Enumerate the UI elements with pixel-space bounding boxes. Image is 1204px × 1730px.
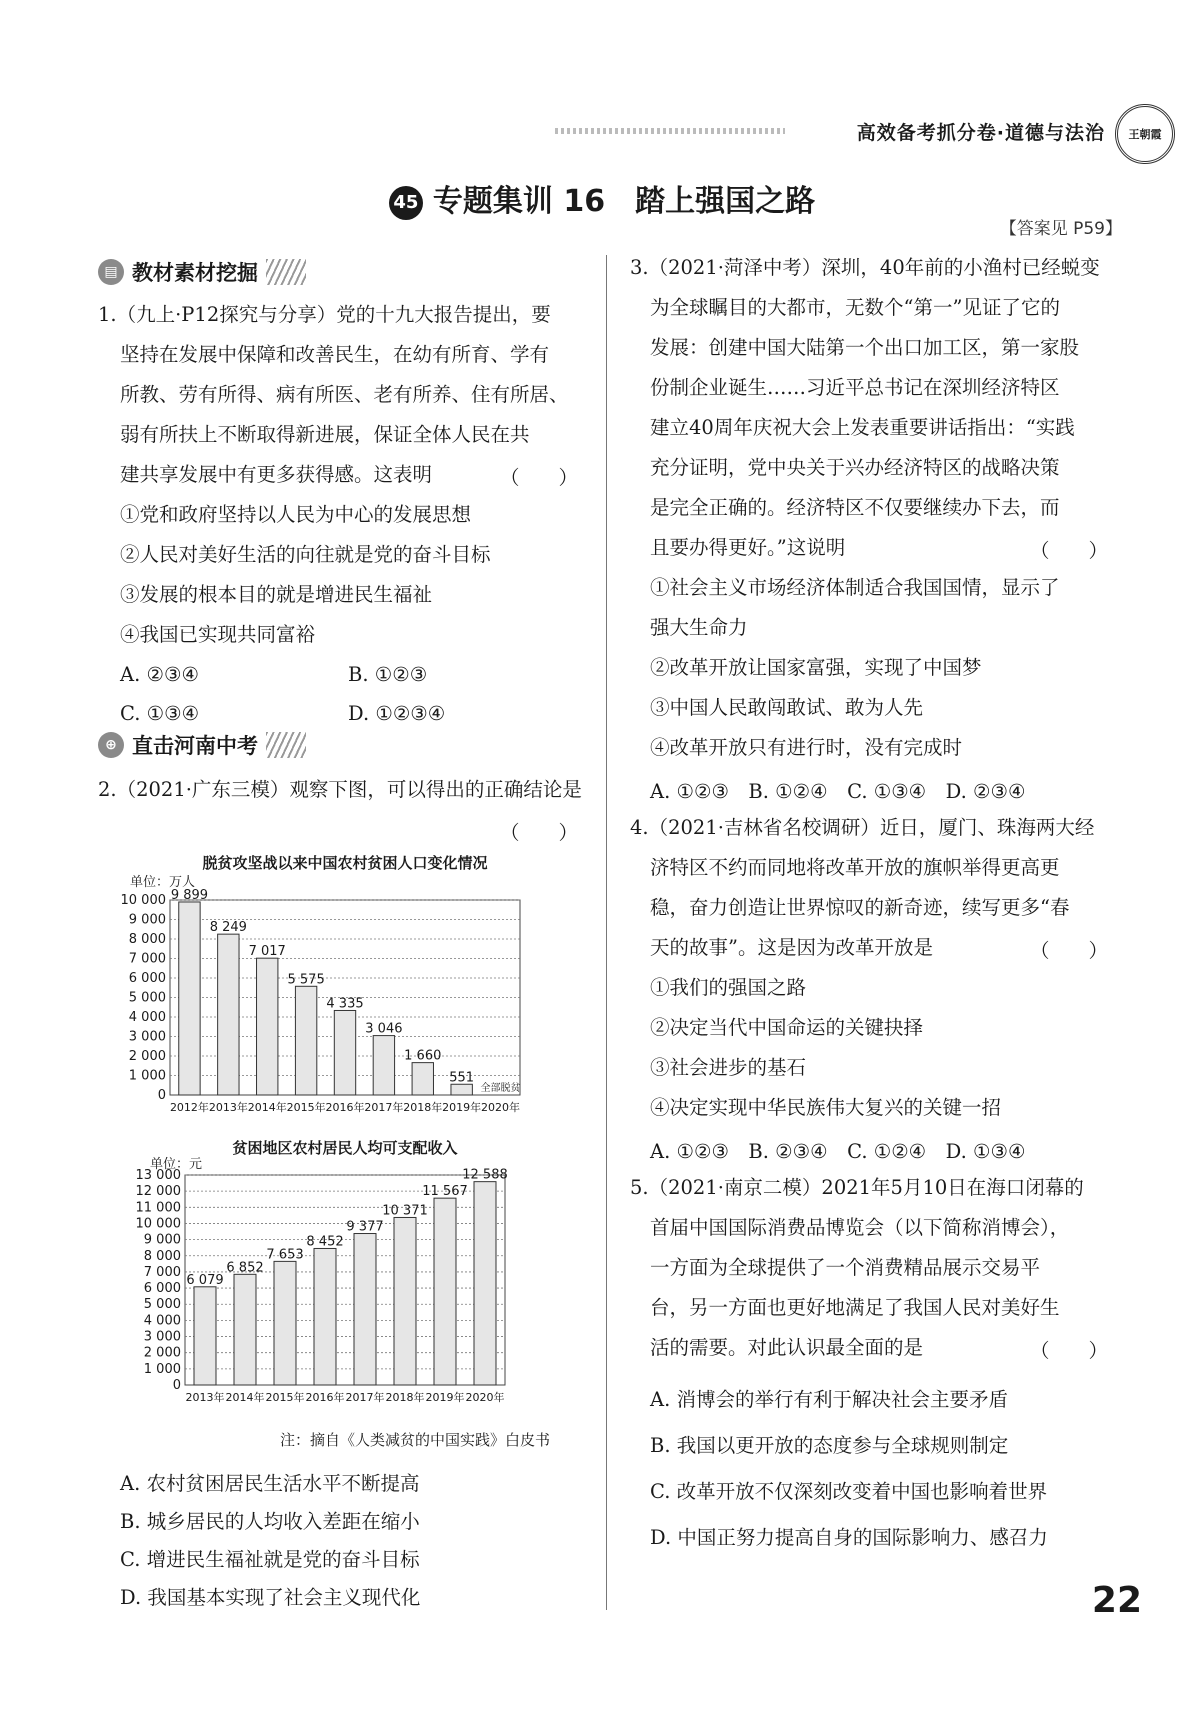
q4-line: 天的故事”。这是因为改革开放是 [650, 936, 933, 959]
data-label: 6 079 [186, 1272, 224, 1288]
running-header [555, 112, 1175, 150]
answer-blank[interactable]: （ ） [500, 821, 579, 844]
data-label: 6 852 [226, 1260, 264, 1276]
answer-blank[interactable]: （ ） [1030, 539, 1109, 562]
bar [179, 902, 200, 1095]
y-tick-label: 7 000 [128, 951, 166, 967]
y-axis-unit: 单位：万人 [130, 875, 196, 890]
q1-line: 所教、劳有所得、病有所医、老有所养、住有所居、 [120, 383, 569, 406]
y-tick-label: 8 000 [128, 932, 166, 947]
option-b[interactable]: B. 城乡居民的人均收入差距在缩小 [120, 1510, 420, 1533]
bar [451, 1084, 472, 1095]
data-label: 7 653 [266, 1247, 304, 1263]
y-tick-label: 1 000 [128, 1068, 166, 1084]
q3-line: 充分证明，党中央关于兴办经济特区的战略决策 [650, 456, 1060, 479]
q3-options[interactable]: A. ①②③ B. ①②④ C. ①③④ D. ②③④ [650, 780, 1026, 803]
q3-line: 建立40周年庆祝大会上发表重要讲话指出：“实践 [650, 416, 1075, 439]
bar [234, 1274, 256, 1385]
q1-line: 1.（九上·P12探究与分享）党的十九大报告提出，要 [98, 303, 551, 326]
title-text: 专题集训 16 踏上强国之路 [432, 184, 816, 219]
poverty-population-chart [100, 850, 590, 1128]
hatch-decoration [266, 259, 306, 285]
q3-line: 发展：创建中国大陆第一个出口加工区，第一家股 [650, 336, 1080, 359]
y-tick-label: 3 000 [128, 1029, 166, 1045]
data-label: 8 452 [306, 1234, 344, 1250]
x-tick-label: 2016年 [305, 1391, 345, 1404]
bar [434, 1198, 456, 1385]
data-label: 10 371 [382, 1203, 428, 1219]
header-series-title: 高效备考抓分卷·道德与法治 [856, 121, 1105, 144]
q4-line: 稳，奋力创造让世界惊叹的新奇迹，续写更多“春 [650, 896, 1070, 919]
bar [474, 1182, 496, 1385]
x-tick-label: 2020年 [481, 1101, 521, 1114]
q3-line: 是完全正确的。经济特区不仅要继续办下去，而 [650, 496, 1060, 519]
x-tick-label: 2017年 [364, 1101, 404, 1114]
bar [334, 1010, 355, 1095]
option-b[interactable]: B. ①②③ [348, 663, 428, 686]
column-divider [606, 255, 607, 1610]
bar [373, 1036, 394, 1095]
q4-item: ③社会进步的基石 [650, 1056, 807, 1079]
data-label: 9 899 [170, 887, 209, 903]
q1-line: 坚持在发展中保障和改善民生，在幼有所育、学有 [120, 343, 550, 366]
plot-frame [185, 1175, 505, 1385]
x-tick-label: 2018年 [403, 1101, 443, 1114]
data-label: 1 660 [404, 1048, 442, 1064]
q5-line: 活的需要。对此认识最全面的是 [650, 1336, 924, 1359]
q1-line: 弱有所扶上不断取得新进展，保证全体人民在共 [120, 423, 530, 446]
q3-line: 且要办得更好。”这说明 [650, 536, 846, 559]
data-label: 8 249 [209, 920, 247, 936]
q5-line: 台，另一方面也更好地满足了我国人民对美好生 [650, 1296, 1060, 1319]
y-axis-unit: 单位：元 [150, 1157, 203, 1172]
y-tick-label: 1 000 [143, 1361, 181, 1377]
y-tick-label: 6 000 [143, 1281, 181, 1297]
title-number-badge: 45 [389, 186, 423, 220]
book-icon: ▤ [98, 259, 124, 285]
y-tick-label: 7 000 [143, 1264, 181, 1280]
data-label: 551 [449, 1070, 475, 1086]
section-heading-label: 直击河南中考 [132, 734, 258, 758]
option-c[interactable]: C. ①③④ [120, 702, 200, 725]
data-label: 全部脱贫 [480, 1083, 521, 1094]
y-tick-label: 0 [172, 1378, 181, 1393]
q1-item: ③发展的根本目的就是增进民生福祉 [120, 583, 433, 606]
data-label: 5 575 [287, 972, 325, 988]
q3-item: ②改革开放让国家富强，实现了中国梦 [650, 656, 982, 679]
q4-item: ④决定实现中华民族伟大复兴的关键一招 [650, 1096, 1002, 1119]
answer-blank[interactable]: （ ） [500, 466, 579, 489]
y-tick-label: 3 000 [143, 1329, 181, 1345]
data-label: 4 335 [326, 996, 364, 1012]
q2-stem: 2.（2021·广东三模）观察下图，可以得出的正确结论是 [98, 778, 582, 801]
x-tick-label: 2014年 [247, 1101, 287, 1114]
x-tick-label: 2019年 [425, 1391, 465, 1404]
bar [412, 1063, 433, 1095]
q1-item: ④我国已实现共同富裕 [120, 623, 316, 646]
option-d[interactable]: D. 我国基本实现了社会主义现代化 [120, 1586, 421, 1609]
y-tick-label: 2 000 [128, 1049, 166, 1064]
q1-line: 建共享发展中有更多获得感。这表明 [120, 463, 433, 486]
header-stripes [555, 128, 785, 134]
q3-item: ①社会主义市场经济体制适合我国国情，显示了 [650, 576, 1060, 599]
y-tick-label: 6 000 [128, 971, 166, 986]
y-tick-label: 10 000 [135, 1216, 181, 1232]
bar [354, 1234, 376, 1385]
y-tick-label: 12 000 [135, 1184, 181, 1200]
q5-line: 一方面为全球提供了一个消费精品展示交易平 [650, 1256, 1041, 1279]
chart-title: 贫困地区农村居民人均可支配收入 [232, 1139, 458, 1157]
q5-line: 首届中国国际消费品博览会（以下简称消博会）， [650, 1216, 1070, 1239]
q3-line: 份制企业诞生……习近平总书记在深圳经济特区 [650, 376, 1060, 399]
x-tick-label: 2014年 [225, 1391, 265, 1404]
option-a[interactable]: A. ②③④ [120, 663, 199, 686]
y-tick-label: 4 000 [128, 1010, 166, 1025]
x-tick-label: 2017年 [345, 1391, 385, 1404]
income-chart [100, 1135, 590, 1415]
y-tick-label: 2 000 [143, 1345, 181, 1361]
x-tick-label: 2020年 [465, 1391, 505, 1404]
bar [218, 934, 239, 1095]
x-tick-label: 2018年 [385, 1391, 425, 1404]
q1-item: ①党和政府坚持以人民为中心的发展思想 [120, 503, 472, 526]
q3-item: ③中国人民敢闯敢试、敢为人先 [650, 696, 924, 719]
q4-item: ①我们的强国之路 [650, 976, 807, 999]
answer-blank[interactable]: （ ） [1030, 939, 1109, 962]
bar [194, 1287, 216, 1385]
q4-line: 济特区不约而同地将改革开放的旗帜举得更高更 [650, 856, 1060, 879]
data-label: 11 567 [422, 1184, 468, 1200]
y-tick-label: 8 000 [143, 1248, 181, 1264]
y-tick-label: 9 000 [128, 912, 166, 928]
data-label: 9 377 [346, 1219, 384, 1235]
y-tick-label: 4 000 [143, 1313, 181, 1329]
x-tick-label: 2015年 [265, 1391, 305, 1404]
data-label: 7 017 [248, 944, 286, 960]
section-heading-1 [98, 255, 306, 289]
q4-item: ②决定当代中国命运的关键抉择 [650, 1016, 924, 1039]
answer-blank[interactable]: （ ） [1030, 1339, 1109, 1362]
q3-line: 3.（2021·菏泽中考）深圳，40年前的小渔村已经蜕变 [630, 256, 1100, 279]
target-icon: ⊕ [98, 732, 124, 758]
data-label: 3 046 [365, 1021, 403, 1037]
y-tick-label: 9 000 [143, 1232, 181, 1248]
chart-title: 脱贫攻坚战以来中国农村贫困人口变化情况 [202, 854, 488, 872]
bar [274, 1261, 296, 1385]
y-tick-label: 5 000 [143, 1297, 181, 1313]
option-d[interactable]: D. ①②③④ [348, 702, 446, 725]
x-tick-label: 2015年 [286, 1101, 326, 1114]
q3-item: 强大生命力 [650, 616, 748, 639]
y-tick-label: 13 000 [135, 1168, 181, 1183]
page-number: 22 [1091, 1580, 1142, 1621]
option-a[interactable]: A. 农村贫困居民生活水平不断提高 [120, 1472, 420, 1495]
section-heading-2 [98, 728, 306, 762]
y-tick-label: 5 000 [128, 990, 166, 1006]
hatch-decoration [266, 732, 306, 758]
q4-options[interactable]: A. ①②③ B. ②③④ C. ①②④ D. ①③④ [650, 1140, 1026, 1163]
x-tick-label: 2013年 [185, 1391, 225, 1404]
answer-reference: 【答案见 P59】 [999, 219, 1122, 239]
y-tick-label: 11 000 [135, 1200, 181, 1216]
section-heading-label: 教材素材挖掘 [132, 261, 258, 285]
option-a[interactable]: A. 消博会的举行有利于解决社会主要矛盾 [650, 1388, 1008, 1411]
bar [295, 986, 316, 1095]
x-tick-label: 2019年 [442, 1101, 482, 1114]
chart-source-note: 注：摘自《人类减贫的中国实践》白皮书 [280, 1431, 551, 1449]
x-tick-label: 2012年 [169, 1101, 209, 1114]
q1-item: ②人民对美好生活的向往就是党的奋斗目标 [120, 543, 491, 566]
x-tick-label: 2016年 [325, 1101, 365, 1114]
option-c[interactable]: C. 增进民生福祉就是党的奋斗目标 [120, 1548, 420, 1571]
q5-line: 5.（2021·南京二模）2021年5月10日在海口闭幕的 [630, 1176, 1084, 1199]
y-tick-label: 10 000 [120, 893, 166, 908]
option-d[interactable]: D. 中国正努力提高自身的国际影响力、感召力 [650, 1526, 1048, 1549]
q4-line: 4.（2021·吉林省名校调研）近日，厦门、珠海两大经 [630, 816, 1095, 839]
bar [314, 1248, 336, 1385]
x-tick-label: 2013年 [208, 1101, 248, 1114]
bar [394, 1217, 416, 1385]
data-label: 12 588 [462, 1167, 508, 1183]
q3-item: ④改革开放只有进行时，没有完成时 [650, 736, 963, 759]
q3-line: 为全球瞩目的大都市，无数个“第一”见证了它的 [650, 296, 1060, 319]
y-tick-label: 0 [157, 1088, 166, 1103]
option-b[interactable]: B. 我国以更开放的态度参与全球规则制定 [650, 1434, 1009, 1457]
bar [257, 958, 278, 1095]
option-c[interactable]: C. 改革开放不仅深刻改变着中国也影响着世界 [650, 1480, 1048, 1503]
brand-seal-logo: 王朝霞 [1115, 104, 1175, 164]
